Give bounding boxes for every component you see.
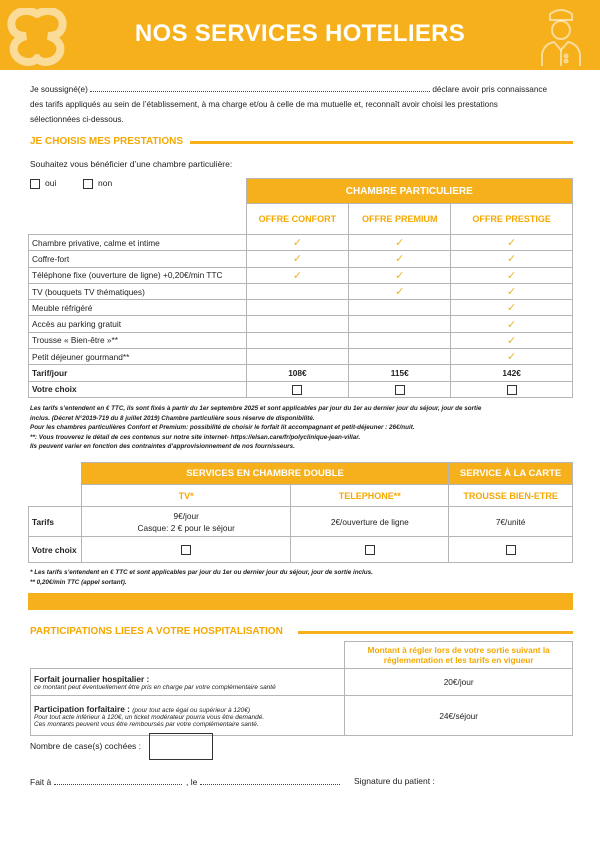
page-header bbox=[0, 0, 600, 70]
amount-header: Montant à régler lors de votre sortie suivant la réglementation et les tarifs en vigueur bbox=[345, 642, 573, 669]
empty-cell bbox=[349, 316, 451, 332]
section-divider bbox=[190, 141, 573, 144]
choice-premium-checkbox[interactable] bbox=[395, 385, 405, 395]
page-title: NOS SERVICES HOTELIERS bbox=[134, 20, 466, 47]
double-room-notes bbox=[30, 568, 373, 587]
service-row bbox=[29, 349, 573, 365]
place-field[interactable] bbox=[54, 776, 182, 785]
price-confort: 108€ bbox=[246, 365, 349, 381]
double-room-table bbox=[28, 462, 573, 563]
service-label: Petit déjeuner gourmand** bbox=[29, 349, 247, 365]
daily-fee-title: Forfait journalier hospitalier : bbox=[34, 673, 150, 684]
place-field-group bbox=[30, 776, 182, 787]
service-label: TV (bouquets TV thématiques) bbox=[29, 283, 247, 299]
note-line: Pour les chambres particulières Confort et Premium: possibilité de choisir le forfait lit accompagnant et petit-déjeuner : 26€/nuit. bbox=[30, 424, 415, 431]
choice-kit-checkbox[interactable] bbox=[506, 545, 516, 555]
choice-prestige-cell bbox=[451, 381, 573, 397]
date-field[interactable] bbox=[200, 776, 340, 785]
separator-band bbox=[28, 593, 573, 610]
choice-tv-checkbox[interactable] bbox=[181, 545, 191, 555]
private-room-header: CHAMBRE PARTICULIERE bbox=[246, 179, 573, 204]
intro-line3: sélectionnées ci-dessous. bbox=[30, 115, 124, 124]
section-prestations-title: JE CHOISIS MES PRESTATIONS bbox=[30, 136, 183, 147]
no-label: non bbox=[98, 178, 113, 188]
fait-label: Fait à bbox=[30, 777, 52, 787]
offer-confort-header: OFFRE CONFORT bbox=[246, 204, 349, 235]
telephone-header: TELEPHONE** bbox=[291, 485, 449, 507]
choice-phone-cell bbox=[291, 537, 449, 563]
service-row bbox=[29, 300, 573, 316]
choice-confort-cell bbox=[246, 381, 349, 397]
choice-tv-cell bbox=[81, 537, 291, 563]
le-label: , le bbox=[186, 777, 198, 787]
choice-prestige-checkbox[interactable] bbox=[507, 385, 517, 395]
service-label: Accès au parking gratuit bbox=[29, 316, 247, 332]
choice-label: Votre choix bbox=[29, 537, 82, 563]
intro-line2: des tarifs appliqués au sein de l’établissement, à ma charge et/ou à celle de ma mutuelle et, reconnaît avoir choisi les prestations bbox=[30, 100, 498, 109]
service-label: Téléphone fixe (ouverture de ligne) +0,20€/min TTC bbox=[29, 267, 247, 283]
daily-fee-value: 20€/jour bbox=[345, 669, 573, 696]
price-premium: 115€ bbox=[349, 365, 451, 381]
tv-price: 9€/jour bbox=[173, 510, 199, 521]
check-icon: ✓ bbox=[349, 283, 451, 299]
note-line: inclus. (Décret N°2019-719 du 8 juillet 2019) Chambre particulière sous réserve de disponibilité. bbox=[30, 414, 315, 422]
check-icon: ✓ bbox=[451, 300, 573, 316]
kit-header: TROUSSE BIEN-ETRE bbox=[449, 485, 573, 507]
choice-premium-cell bbox=[349, 381, 451, 397]
yes-label: oui bbox=[45, 178, 57, 188]
tariff-notes bbox=[30, 404, 481, 452]
daily-fee-note: ce montant peut éventuellement être pris en charge par votre complémentaire santé bbox=[34, 683, 276, 691]
name-field[interactable] bbox=[90, 83, 430, 92]
check-icon: ✓ bbox=[451, 332, 573, 348]
service-label: Chambre privative, calme et intime bbox=[29, 235, 247, 251]
offer-prestige-header: OFFRE PRESTIGE bbox=[451, 204, 573, 235]
price-prestige: 142€ bbox=[451, 365, 573, 381]
checked-count-field[interactable] bbox=[149, 733, 213, 760]
service-row bbox=[29, 283, 573, 299]
offer-premium-header: OFFRE PREMIUM bbox=[349, 204, 451, 235]
empty-cell bbox=[246, 300, 349, 316]
signature-label: Signature du patient : bbox=[354, 776, 435, 786]
flat-fee-note: Pour tout acte inférieur à 120€, un ticket modérateur pourra vous être demandé. bbox=[34, 713, 265, 721]
empty-cell bbox=[246, 349, 349, 365]
check-icon: ✓ bbox=[451, 235, 573, 251]
date-field-group bbox=[186, 776, 340, 787]
flat-fee-inline-note: (pour tout acte égal ou supérieur à 120€) bbox=[132, 706, 251, 714]
service-row bbox=[29, 316, 573, 332]
check-icon: ✓ bbox=[451, 251, 573, 267]
intro-paragraph bbox=[30, 82, 575, 127]
note-line: Les tarifs s’entendent en € TTC, ils sont fixés à partir du 1er septembre 2025 et sont applicables par jour du 1er au dernier jour du séjour, jour de sortie bbox=[30, 405, 482, 412]
hotel-staff-icon bbox=[530, 4, 592, 66]
check-icon: ✓ bbox=[246, 235, 349, 251]
tv-header: TV* bbox=[81, 485, 291, 507]
empty-cell bbox=[246, 332, 349, 348]
intro-part1: Je soussigné(e) bbox=[30, 85, 88, 94]
service-label: Trousse « Bien-être »** bbox=[29, 332, 247, 348]
participations-table bbox=[30, 641, 573, 736]
flat-fee-value: 24€/séjour bbox=[345, 696, 573, 736]
kit-price: 7€/unité bbox=[449, 507, 573, 537]
service-row bbox=[29, 267, 573, 283]
flat-fee-note: Ces montants peuvent vous être remboursés par votre complémentaire santé. bbox=[34, 720, 259, 728]
check-icon: ✓ bbox=[349, 251, 451, 267]
empty-cell bbox=[349, 349, 451, 365]
a-la-carte-header: SERVICE À LA CARTE bbox=[449, 463, 573, 485]
choice-label: Votre choix bbox=[29, 381, 247, 397]
empty-cell bbox=[246, 283, 349, 299]
room-question: Souhaitez vous bénéficier d’une chambre particulière: bbox=[30, 159, 233, 169]
empty-cell bbox=[349, 332, 451, 348]
private-room-table bbox=[28, 178, 573, 398]
checked-count-label: Nombre de case(s) cochées : bbox=[30, 741, 142, 751]
service-row bbox=[29, 235, 573, 251]
choice-kit-cell bbox=[449, 537, 573, 563]
note-line: **: Vous trouverez le détail de ces contenus sur notre site internet- https://elsan.care/fr/polyclinique-jean-villar. bbox=[30, 433, 361, 441]
flat-fee-cell bbox=[31, 696, 345, 736]
note-line: Ils peuvent varier en fonction des contraintes d’approvisionnement de nos fournisseurs. bbox=[30, 443, 295, 450]
tarif-label: Tarif/jour bbox=[29, 365, 247, 381]
empty-cell bbox=[349, 300, 451, 316]
check-icon: ✓ bbox=[246, 267, 349, 283]
section-participations-title: PARTICIPATIONS LIEES A VOTRE HOSPITALISATION bbox=[30, 626, 283, 637]
tv-deposit: Casque: 2 € pour le séjour bbox=[137, 522, 235, 533]
check-icon: ✓ bbox=[451, 316, 573, 332]
double-room-header: SERVICES EN CHAMBRE DOUBLE bbox=[81, 463, 448, 485]
flat-fee-title: Participation forfaitaire : bbox=[34, 703, 130, 714]
choice-phone-checkbox[interactable] bbox=[365, 545, 375, 555]
check-icon: ✓ bbox=[349, 267, 451, 283]
check-icon: ✓ bbox=[451, 283, 573, 299]
service-row bbox=[29, 332, 573, 348]
intro-part2: déclare avoir pris connaissance bbox=[432, 85, 548, 94]
section-divider bbox=[298, 631, 573, 634]
check-icon: ✓ bbox=[246, 251, 349, 267]
phone-price: 2€/ouverture de ligne bbox=[291, 507, 449, 537]
check-icon: ✓ bbox=[451, 267, 573, 283]
service-row bbox=[29, 251, 573, 267]
note-line: ** 0,20€/min TTC (appel sortant). bbox=[30, 578, 127, 586]
check-icon: ✓ bbox=[451, 349, 573, 365]
daily-fee-cell bbox=[31, 669, 345, 696]
check-icon: ✓ bbox=[349, 235, 451, 251]
service-label: Meuble réfrigéré bbox=[29, 300, 247, 316]
tarifs-label: Tarifs bbox=[29, 507, 82, 537]
choice-confort-checkbox[interactable] bbox=[292, 385, 302, 395]
empty-cell bbox=[246, 316, 349, 332]
tv-price-cell bbox=[81, 507, 291, 537]
service-label: Coffre-fort bbox=[29, 251, 247, 267]
note-line: * Les tarifs s’entendent en € TTC et sont applicables par jour du 1er ou dernier jour du séjour, jour de sortie inclus. bbox=[30, 569, 373, 576]
